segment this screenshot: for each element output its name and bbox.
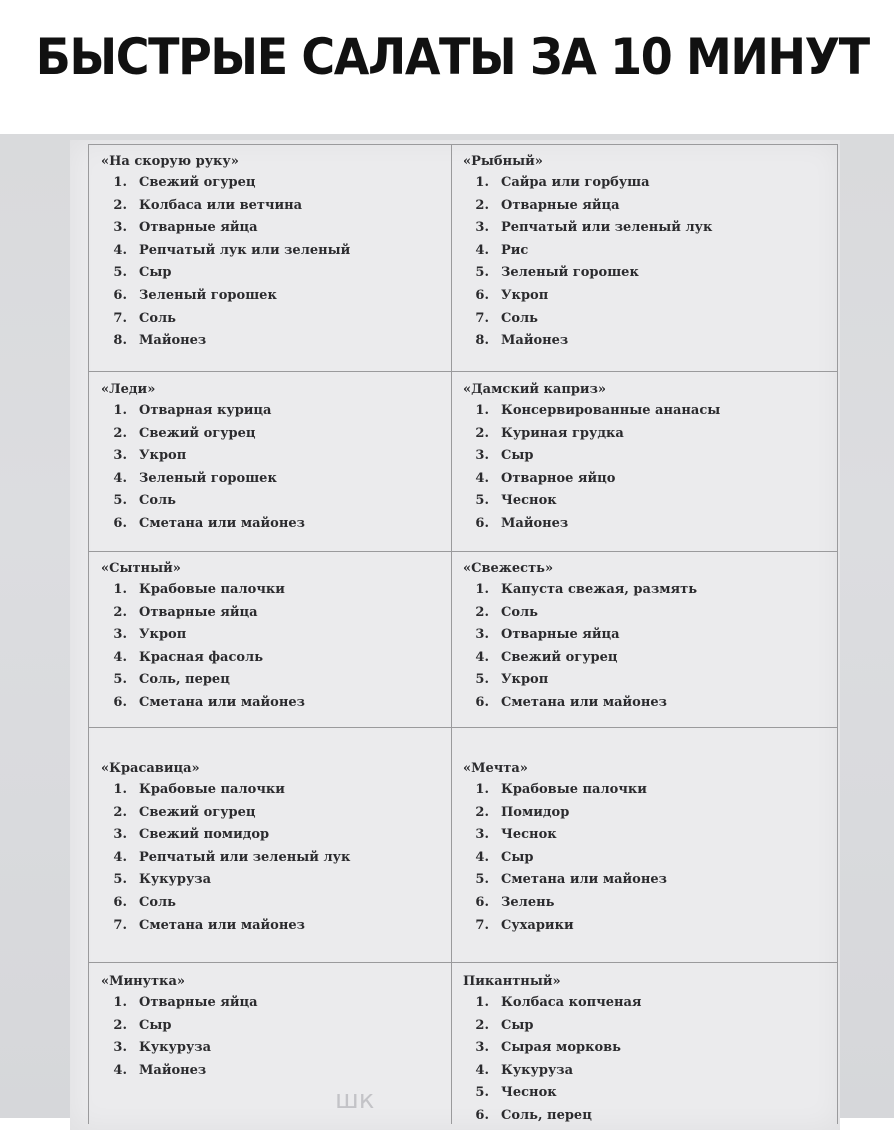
ingredient-text: Сыр	[501, 849, 534, 865]
ingredient-text: Соль	[139, 894, 177, 910]
salad-name: «Дамский каприз»	[463, 382, 606, 397]
ingredient-text: Репчатый или зеленый лук	[139, 849, 351, 865]
ingredient-text: Отварные яйца	[139, 220, 258, 236]
ingredient-item	[461, 1015, 821, 1038]
ingredient-text: Сметана или майонез	[501, 872, 667, 888]
ingredient-text: Зеленый горошек	[139, 470, 277, 486]
ingredient-text: Майонез	[139, 333, 207, 349]
ingredient-number: 4.	[475, 242, 489, 258]
table-rule	[89, 371, 837, 372]
ingredient-item	[99, 992, 459, 1015]
ingredient-text: Отварные яйца	[139, 995, 258, 1010]
ingredient-text: Свежий огурец	[501, 649, 618, 665]
table-rule	[89, 962, 837, 963]
ingredient-item	[99, 195, 459, 218]
salad-name: «Красавица»	[101, 761, 200, 776]
ingredient-text: Соль	[501, 310, 539, 326]
ingredient-number: 3.	[113, 627, 127, 643]
ingredient-text: Помидор	[501, 804, 570, 820]
ingredient-number: 3.	[113, 1040, 127, 1056]
watermark: шк	[335, 1085, 375, 1115]
ingredient-text: Отварное яйцо	[501, 470, 616, 486]
ingredient-item	[461, 513, 821, 536]
ingredient-text: Зелень	[501, 894, 555, 910]
ingredient-number: 3.	[475, 1040, 489, 1056]
salad-name: «Леди»	[101, 382, 156, 397]
ingredient-item	[461, 1037, 821, 1060]
ingredient-item	[99, 1015, 459, 1038]
ingredient-item	[461, 285, 821, 308]
ingredient-item	[461, 602, 821, 625]
ingredient-item	[461, 330, 821, 353]
ingredient-item	[99, 869, 459, 892]
ingredient-text: Сметана или майонез	[139, 694, 305, 710]
ingredient-item	[99, 400, 459, 423]
salad-name: «На скорую руку»	[101, 154, 239, 169]
ingredient-item	[99, 308, 459, 331]
ingredient-text: Чеснок	[501, 1085, 557, 1101]
ingredient-text: Отварная курица	[139, 403, 272, 418]
ingredient-text: Сметана или майонез	[501, 694, 667, 710]
salad-card	[461, 559, 821, 715]
ingredient-item	[461, 1060, 821, 1083]
salad-card	[99, 152, 459, 353]
ingredient-item	[99, 1037, 459, 1060]
ingredient-item	[99, 262, 459, 285]
ingredient-item	[461, 869, 821, 892]
ingredient-text: Соль, перец	[501, 1107, 592, 1123]
ingredient-list	[461, 400, 821, 536]
ingredient-list	[99, 400, 459, 536]
ingredient-item	[461, 445, 821, 468]
salad-card	[461, 152, 821, 353]
ingredient-item	[461, 1082, 821, 1105]
ingredient-text: Свежий огурец	[139, 804, 256, 820]
ingredient-number: 1.	[113, 403, 127, 418]
ingredient-item	[99, 330, 459, 353]
ingredient-item	[461, 308, 821, 331]
paper-sheet	[70, 140, 840, 1130]
ingredient-item	[461, 992, 821, 1015]
ingredient-list	[461, 992, 821, 1128]
ingredient-text: Сыр	[139, 1017, 172, 1033]
ingredient-text: Сыр	[139, 265, 172, 281]
ingredient-number: 6.	[113, 694, 127, 710]
salad-table	[88, 144, 838, 1124]
ingredient-text: Майонез	[139, 1062, 207, 1078]
salad-name: «Минутка»	[101, 974, 185, 989]
header	[0, 0, 894, 132]
ingredient-number: 7.	[475, 310, 489, 326]
ingredient-item	[99, 468, 459, 491]
ingredient-text: Колбаса или ветчина	[139, 197, 303, 213]
ingredient-item	[99, 513, 459, 536]
salad-card	[461, 972, 821, 1128]
ingredient-text: Крабовые палочки	[139, 582, 285, 597]
document-photo	[0, 134, 894, 1123]
ingredient-number: 3.	[475, 827, 489, 843]
ingredient-list	[461, 779, 821, 937]
ingredient-item	[99, 802, 459, 825]
ingredient-item	[461, 468, 821, 491]
ingredient-text: Соль	[139, 310, 177, 326]
ingredient-number: 2.	[475, 804, 489, 820]
ingredient-text: Сухарики	[501, 917, 574, 933]
table-rule	[89, 144, 837, 145]
ingredient-number: 1.	[475, 175, 489, 190]
ingredient-number: 4.	[113, 649, 127, 665]
ingredient-number: 4.	[113, 849, 127, 865]
ingredient-number: 6.	[113, 287, 127, 303]
ingredient-text: Зеленый горошек	[501, 265, 639, 281]
ingredient-text: Сыр	[501, 1017, 534, 1033]
ingredient-item	[461, 195, 821, 218]
ingredient-text: Укроп	[139, 448, 187, 464]
ingredient-item	[461, 240, 821, 263]
ingredient-number: 7.	[475, 917, 489, 933]
ingredient-number: 3.	[475, 448, 489, 464]
ingredient-item	[99, 172, 459, 195]
ingredient-number: 1.	[113, 995, 127, 1010]
ingredient-number: 7.	[113, 917, 127, 933]
ingredient-text: Чеснок	[501, 493, 557, 509]
ingredient-text: Свежий огурец	[139, 425, 256, 441]
ingredient-text: Капуста свежая, размять	[501, 582, 698, 597]
ingredient-number: 6.	[475, 1107, 489, 1123]
ingredient-number: 4.	[475, 1062, 489, 1078]
ingredient-number: 5.	[475, 872, 489, 888]
ingredient-text: Красная фасоль	[139, 649, 264, 665]
ingredient-number: 6.	[113, 894, 127, 910]
ingredient-number: 1.	[113, 175, 127, 190]
ingredient-text: Свежий огурец	[139, 175, 256, 190]
ingredient-number: 8.	[113, 333, 127, 349]
ingredient-number: 5.	[113, 672, 127, 688]
ingredient-number: 3.	[475, 627, 489, 643]
ingredient-text: Кукуруза	[139, 1040, 211, 1056]
ingredient-text: Крабовые палочки	[501, 782, 647, 797]
ingredient-item	[461, 779, 821, 802]
ingredient-item	[461, 802, 821, 825]
salad-name: «Рыбный»	[463, 154, 543, 169]
ingredient-text: Куриная грудка	[501, 425, 624, 441]
ingredient-item	[461, 892, 821, 915]
ingredient-number: 4.	[113, 242, 127, 258]
ingredient-number: 1.	[475, 403, 489, 418]
ingredient-text: Сметана или майонез	[139, 917, 305, 933]
ingredient-number: 5.	[475, 265, 489, 281]
ingredient-number: 5.	[475, 672, 489, 688]
ingredient-number: 5.	[113, 265, 127, 281]
ingredient-number: 5.	[113, 493, 127, 509]
ingredient-item	[99, 445, 459, 468]
ingredient-list	[461, 579, 821, 715]
ingredient-text: Укроп	[501, 672, 549, 688]
ingredient-text: Отварные яйца	[501, 197, 620, 213]
ingredient-item	[99, 692, 459, 715]
ingredient-item	[99, 915, 459, 938]
ingredient-number: 1.	[475, 782, 489, 797]
ingredient-list	[99, 579, 459, 715]
ingredient-list	[461, 172, 821, 353]
table-rule	[89, 727, 837, 728]
ingredient-item	[99, 624, 459, 647]
ingredient-item	[99, 669, 459, 692]
ingredient-item	[99, 847, 459, 870]
ingredient-text: Консервированные ананасы	[501, 403, 721, 418]
salad-card	[99, 759, 459, 937]
salad-name: «Мечта»	[463, 761, 528, 776]
ingredient-number: 3.	[475, 220, 489, 236]
ingredient-number: 6.	[475, 287, 489, 303]
ingredient-item	[99, 824, 459, 847]
ingredient-number: 1.	[113, 782, 127, 797]
ingredient-text: Зеленый горошек	[139, 287, 277, 303]
ingredient-item	[99, 647, 459, 670]
ingredient-item	[461, 647, 821, 670]
ingredient-text: Кукуруза	[139, 872, 211, 888]
ingredient-list	[99, 172, 459, 353]
ingredient-item	[461, 579, 821, 602]
table-rule	[89, 551, 837, 552]
ingredient-text: Репчатый лук или зеленый	[139, 242, 351, 258]
ingredient-item	[461, 172, 821, 195]
ingredient-number: 2.	[475, 425, 489, 441]
ingredient-number: 6.	[475, 694, 489, 710]
ingredient-item	[461, 217, 821, 240]
ingredient-item	[461, 1105, 821, 1128]
ingredient-item	[99, 1060, 459, 1083]
ingredient-item	[99, 240, 459, 263]
ingredient-number: 4.	[475, 849, 489, 865]
ingredient-text: Крабовые палочки	[139, 782, 285, 797]
ingredient-text: Рис	[501, 242, 529, 258]
ingredient-text: Чеснок	[501, 827, 557, 843]
ingredient-item	[99, 217, 459, 240]
ingredient-item	[99, 892, 459, 915]
salad-card	[461, 380, 821, 536]
ingredient-number: 6.	[113, 515, 127, 531]
ingredient-number: 5.	[475, 1085, 489, 1101]
ingredient-text: Отварные яйца	[501, 627, 620, 643]
ingredient-number: 4.	[113, 470, 127, 486]
ingredient-text: Соль	[139, 493, 177, 509]
page-title: БЫСТРЫЕ САЛАТЫ ЗА 10 МИНУТ	[35, 28, 869, 86]
ingredient-number: 1.	[475, 995, 489, 1010]
ingredient-number: 6.	[475, 515, 489, 531]
salad-name: «Свежесть»	[463, 561, 554, 576]
ingredient-item	[461, 824, 821, 847]
ingredient-number: 2.	[113, 604, 127, 620]
ingredient-number: 5.	[475, 493, 489, 509]
ingredient-number: 2.	[113, 197, 127, 213]
ingredient-number: 2.	[475, 604, 489, 620]
salad-card	[99, 972, 459, 1082]
ingredient-item	[99, 285, 459, 308]
ingredient-text: Укроп	[139, 627, 187, 643]
ingredient-text: Сайра или горбуша	[501, 175, 650, 190]
ingredient-number: 4.	[475, 470, 489, 486]
ingredient-number: 3.	[113, 448, 127, 464]
salad-card	[461, 759, 821, 937]
ingredient-number: 1.	[475, 582, 489, 597]
ingredient-text: Колбаса копченая	[501, 995, 642, 1010]
ingredient-list	[99, 779, 459, 937]
ingredient-text: Сметана или майонез	[139, 515, 305, 531]
ingredient-number: 2.	[475, 1017, 489, 1033]
ingredient-text: Свежий помидор	[139, 827, 270, 843]
ingredient-number: 6.	[475, 894, 489, 910]
ingredient-number: 4.	[113, 1062, 127, 1078]
salad-name: Пикантный»	[463, 974, 561, 989]
ingredient-number: 2.	[113, 425, 127, 441]
ingredient-item	[461, 847, 821, 870]
ingredient-item	[461, 669, 821, 692]
ingredient-text: Отварные яйца	[139, 604, 258, 620]
salad-card	[99, 380, 459, 536]
ingredient-text: Кукуруза	[501, 1062, 573, 1078]
ingredient-number: 5.	[113, 872, 127, 888]
ingredient-list	[99, 992, 459, 1082]
ingredient-text: Соль, перец	[139, 672, 230, 688]
ingredient-item	[99, 602, 459, 625]
ingredient-item	[461, 423, 821, 446]
salad-name: «Сытный»	[101, 561, 181, 576]
ingredient-number: 3.	[113, 827, 127, 843]
ingredient-item	[99, 423, 459, 446]
ingredient-text: Репчатый или зеленый лук	[501, 220, 713, 236]
ingredient-item	[461, 262, 821, 285]
ingredient-text: Соль	[501, 604, 539, 620]
ingredient-text: Сыр	[501, 448, 534, 464]
ingredient-number: 8.	[475, 333, 489, 349]
ingredient-item	[461, 692, 821, 715]
ingredient-number: 1.	[113, 582, 127, 597]
ingredient-text: Укроп	[501, 287, 549, 303]
ingredient-item	[461, 624, 821, 647]
salad-card	[99, 559, 459, 715]
ingredient-item	[461, 490, 821, 513]
ingredient-item	[99, 779, 459, 802]
ingredient-number: 7.	[113, 310, 127, 326]
ingredient-text: Майонез	[501, 515, 569, 531]
ingredient-number: 2.	[113, 1017, 127, 1033]
ingredient-text: Майонез	[501, 333, 569, 349]
ingredient-number: 4.	[475, 649, 489, 665]
ingredient-text: Сырая морковь	[501, 1040, 621, 1056]
ingredient-item	[461, 915, 821, 938]
ingredient-item	[461, 400, 821, 423]
ingredient-number: 3.	[113, 220, 127, 236]
ingredient-number: 2.	[113, 804, 127, 820]
ingredient-item	[99, 490, 459, 513]
ingredient-number: 2.	[475, 197, 489, 213]
ingredient-item	[99, 579, 459, 602]
